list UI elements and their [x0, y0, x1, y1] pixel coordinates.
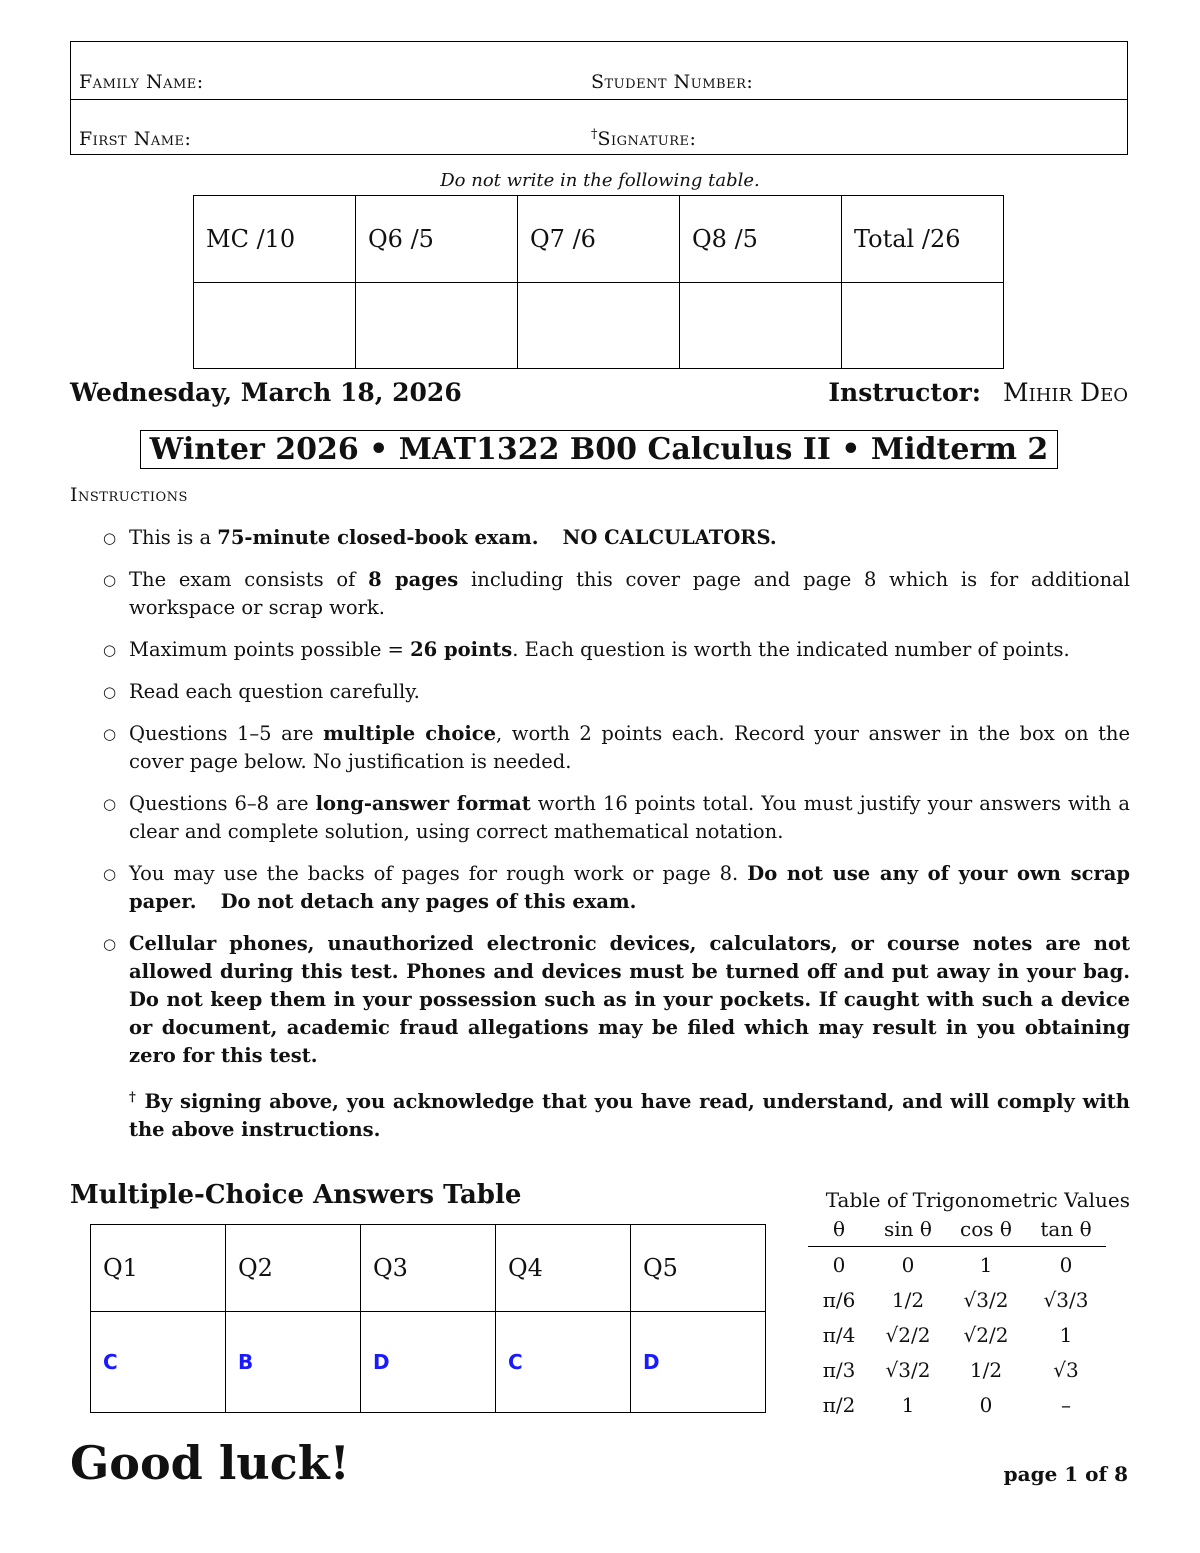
trig-cell: –	[1061, 1392, 1071, 1417]
score-header-mc: MC /10	[194, 196, 356, 283]
score-header-q6: Q6 /5	[356, 196, 518, 283]
trig-cell: 0	[832, 1252, 846, 1277]
trig-cell: π/6	[822, 1287, 856, 1312]
instruction-text: You may use the backs of pages for rough work or page 8.	[129, 862, 748, 885]
instructor	[828, 378, 1128, 407]
exam-date: Wednesday, March 18, 2026	[70, 378, 462, 407]
mc-answer-q1: C	[91, 1312, 226, 1413]
trig-row	[808, 1387, 1106, 1422]
instruction-item	[70, 720, 1130, 776]
instruction-bold: Do not use any of your own scrap paper.	[129, 862, 1130, 913]
instruction-text: Questions 1–5 are	[129, 722, 324, 745]
signature-dagger: †	[591, 127, 598, 142]
bullet-icon: ○	[103, 529, 117, 547]
trig-cell: π/2	[822, 1392, 856, 1417]
instruction-text: The exam consists of	[129, 568, 369, 591]
bullet-icon: ○	[103, 683, 117, 701]
instruction-text: worth 16 points total. You must justify your answers with a clear and complete solution, using correct mathematical notation.	[129, 792, 1130, 843]
trig-cell: 1/2	[891, 1287, 925, 1312]
good-luck-text: Good luck!	[70, 1436, 350, 1490]
bullet-icon: ○	[103, 865, 117, 883]
instruction-bold: 8 pages	[368, 568, 459, 591]
instruction-bold: NO CALCULATORS.	[562, 526, 777, 549]
mc-table-title: Multiple-Choice Answers Table	[70, 1180, 522, 1210]
mc-answer-q3: D	[361, 1312, 496, 1413]
instruction-item	[70, 678, 1130, 706]
bullet-icon: ○	[103, 795, 117, 813]
note-text: By signing above, you acknowledge that you have read, understand, and will comply with the above instructions.	[129, 1090, 1130, 1141]
trig-cell: π/3	[822, 1357, 856, 1382]
score-cell-mc	[194, 283, 356, 369]
info-row-1	[71, 42, 1127, 100]
instruction-bold: Do not detach any pages of this exam.	[220, 890, 637, 913]
family-name-label: Family Name:	[79, 71, 204, 93]
student-info-box	[70, 41, 1128, 155]
mc-answer-q4: C	[496, 1312, 631, 1413]
instruction-text: , worth 2 points each. Record your answer in the box on the cover page below. No justification is needed.	[129, 722, 1131, 773]
instruction-bold: multiple choice	[323, 722, 497, 745]
trig-table	[808, 1212, 1106, 1422]
mc-answers-table	[90, 1224, 766, 1413]
instruction-text: Maximum points possible =	[129, 638, 411, 661]
trig-cell: 0	[979, 1392, 993, 1417]
score-header-q8: Q8 /5	[680, 196, 842, 283]
mc-header-q2: Q2	[226, 1225, 361, 1312]
note-dagger: †	[129, 1090, 137, 1105]
instructions-heading: Instructions	[70, 484, 188, 506]
trig-cell: 1	[1059, 1322, 1073, 1347]
bullet-icon: ○	[103, 571, 117, 589]
score-cell-q7	[518, 283, 680, 369]
exam-title: Winter 2026 • MAT1322 B00 Calculus II • Midterm 2	[140, 430, 1058, 469]
info-row-2	[71, 99, 1127, 156]
trig-header-theta: θ	[808, 1212, 870, 1247]
student-number-label: Student Number:	[591, 71, 754, 93]
score-header-total: Total /26	[842, 196, 1004, 283]
trig-table-title: Table of Trigonometric Values	[825, 1188, 1130, 1212]
instruction-item	[70, 566, 1130, 622]
score-table	[193, 195, 1004, 369]
score-cell-total	[842, 283, 1004, 369]
instruction-item	[70, 790, 1130, 846]
instruction-text: Questions 6–8 are	[129, 792, 316, 815]
trig-cell: √2/2	[963, 1322, 1009, 1347]
bullet-icon: ○	[103, 935, 117, 953]
mc-header-q1: Q1	[91, 1225, 226, 1312]
instructions-list	[70, 524, 1130, 1158]
trig-cell: 0	[1059, 1252, 1073, 1277]
trig-header-tan: tan θ	[1026, 1212, 1106, 1247]
instruction-bold: 26 points	[410, 638, 513, 661]
bullet-icon: ○	[103, 725, 117, 743]
mc-answer-q5: D	[631, 1312, 766, 1413]
trig-cell: π/4	[822, 1322, 856, 1347]
signature-field	[591, 127, 696, 150]
signature-label: Signature:	[597, 128, 697, 150]
instructor-label: Instructor:	[828, 378, 982, 407]
instructor-name: Mihir Deo	[1003, 378, 1128, 407]
first-name-label: First Name:	[79, 128, 192, 150]
trig-cell: 1	[979, 1252, 993, 1277]
mc-header-q3: Q3	[361, 1225, 496, 1312]
instruction-item	[70, 860, 1130, 916]
instruction-bold: 75-minute closed-book exam.	[217, 526, 539, 549]
score-table-note: Do not write in the following table.	[440, 170, 760, 191]
mc-header-q5: Q5	[631, 1225, 766, 1312]
instruction-text: This is a	[129, 526, 218, 549]
score-cell-q6	[356, 283, 518, 369]
instruction-text: Read each question carefully.	[129, 680, 420, 703]
trig-cell: √2/2	[885, 1322, 931, 1347]
trig-cell: √3/3	[1043, 1287, 1089, 1312]
instruction-text: . Each question is worth the indicated number of points.	[512, 638, 1070, 661]
trig-cell: √3/2	[885, 1357, 931, 1382]
instruction-bold: long-answer format	[315, 792, 531, 815]
bullet-icon: ○	[103, 641, 117, 659]
trig-row	[808, 1247, 1106, 1283]
instruction-item	[70, 636, 1130, 664]
mc-answer-q2: B	[226, 1312, 361, 1413]
mc-header-q4: Q4	[496, 1225, 631, 1312]
trig-header-sin: sin θ	[870, 1212, 946, 1247]
instruction-item	[70, 930, 1130, 1070]
instruction-item	[70, 524, 1130, 552]
trig-cell: 0	[901, 1252, 915, 1277]
trig-cell: √3	[1053, 1357, 1079, 1382]
trig-row	[808, 1317, 1106, 1352]
trig-cell: √3/2	[963, 1287, 1009, 1312]
instruction-bold: Cellular phones, unauthorized electronic devices, calculators, or course notes are not allowed during this test. Phones and devices must be turned off and put away in your bag. Do not keep them in your possession such as in your pockets. If caught with such a device or document, academic fraud allegations may be filed which may result in you obtaining zero for this test.	[129, 932, 1130, 1067]
score-cell-q8	[680, 283, 842, 369]
score-header-q7: Q7 /6	[518, 196, 680, 283]
trig-row	[808, 1282, 1106, 1317]
page-number: page 1 of 8	[1003, 1462, 1128, 1486]
instruction-text: including this cover page and page 8 which is for additional workspace or scrap work.	[129, 568, 1130, 619]
trig-cell: 1	[901, 1392, 915, 1417]
trig-row	[808, 1352, 1106, 1387]
trig-header-cos: cos θ	[946, 1212, 1026, 1247]
trig-cell: 1/2	[969, 1357, 1003, 1382]
signature-note	[70, 1084, 1130, 1144]
